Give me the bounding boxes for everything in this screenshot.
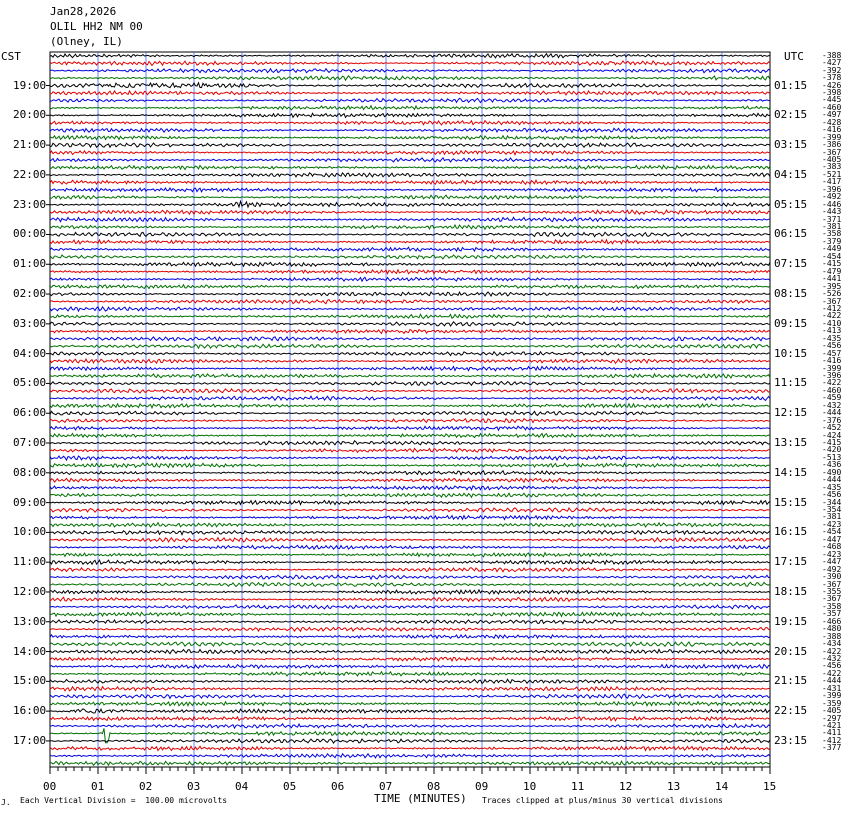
trace-row [50, 113, 770, 117]
right-hour-label: 08:15 [774, 287, 808, 301]
trace-row [50, 724, 770, 728]
trace-offset-label: -447 [822, 534, 842, 544]
trace-offset-label: -396 [822, 184, 842, 194]
trace-offset-label: -381 [822, 222, 842, 232]
trace-offset-label: -431 [822, 683, 842, 693]
trace-offset-label: -490 [822, 467, 842, 477]
left-hour-label: 17:00 [13, 733, 47, 747]
trace-row [50, 649, 770, 653]
trace-offset-label: -435 [822, 333, 842, 343]
trace-row [50, 277, 770, 281]
left-hour-label: 21:00 [13, 138, 47, 152]
trace-offset-label: -415 [822, 259, 842, 269]
trace-offset-label: -367 [822, 594, 842, 604]
left-hour-label: 20:00 [13, 108, 47, 122]
trace-row [50, 508, 770, 512]
trace-offset-label: -420 [822, 445, 842, 455]
left-hour-label: 05:00 [13, 376, 47, 390]
trace-row [50, 501, 770, 505]
trace-offset-label: -513 [822, 452, 842, 462]
trace-offset-label: -416 [822, 356, 842, 366]
x-tick-label: 12 [619, 780, 633, 793]
trace-row [50, 597, 770, 601]
trace-row [50, 709, 770, 713]
left-hour-label: 04:00 [13, 346, 47, 360]
trace-row [50, 523, 770, 527]
trace-offset-label: -426 [822, 80, 842, 90]
right-hour-label: 19:15 [774, 614, 808, 628]
trace-row [50, 419, 770, 423]
trace-row [50, 255, 770, 259]
trace-offset-label: -457 [822, 348, 842, 358]
right-hour-label: 18:15 [774, 584, 808, 598]
trace-offset-label: -371 [822, 214, 842, 224]
trace-row [50, 359, 770, 363]
trace-row [50, 151, 770, 155]
trace-row [50, 61, 770, 65]
x-tick-label: 04 [235, 780, 249, 793]
trace-row [50, 612, 770, 616]
right-hour-label: 20:15 [774, 644, 808, 658]
trace-offset-label: -428 [822, 117, 842, 127]
trace-row [50, 232, 770, 236]
date-label: Jan28,2026 [50, 5, 117, 18]
trace-offset-label: -416 [822, 125, 842, 135]
trace-offset-label: -390 [822, 572, 842, 582]
trace-row [50, 657, 770, 661]
trace-row [50, 426, 770, 430]
trace-row [50, 493, 770, 497]
trace-offset-label: -492 [822, 564, 842, 574]
trace-row [50, 448, 770, 452]
trace-offset-label: -526 [822, 289, 842, 299]
trace-offset-label: -405 [822, 706, 842, 716]
trace-offset-label: -398 [822, 87, 842, 97]
right-hour-label: 17:15 [774, 555, 808, 569]
trace-row [50, 307, 770, 311]
location-label: (Olney, IL) [50, 35, 123, 48]
trace-offset-label: -422 [822, 378, 842, 388]
trace-row [50, 761, 770, 765]
trace-row [50, 98, 770, 102]
trace-offset-label: -381 [822, 512, 842, 522]
trace-offset-label: -466 [822, 616, 842, 626]
trace-row [50, 635, 770, 639]
x-tick-label: 07 [379, 780, 393, 793]
trace-offset-label: -427 [822, 58, 842, 68]
trace-row [50, 389, 770, 393]
trace-offset-label: -413 [822, 326, 842, 336]
trace-row [50, 54, 770, 58]
trace-row [50, 121, 770, 125]
left-hour-label: 08:00 [13, 465, 47, 479]
trace-offset-label: -355 [822, 586, 842, 596]
trace-offset-label: -417 [822, 177, 842, 187]
right-hour-label: 10:15 [774, 346, 808, 360]
trace-offset-label: -479 [822, 266, 842, 276]
trace-offset-label: -357 [822, 609, 842, 619]
trace-offset-label: -497 [822, 110, 842, 120]
trace-row [50, 143, 770, 147]
trace-offset-label: -344 [822, 497, 842, 507]
trace-offset-label: -468 [822, 542, 842, 552]
right-hour-label: 16:15 [774, 525, 808, 539]
trace-offset-label: -432 [822, 654, 842, 663]
trace-offset-label: -358 [822, 229, 842, 239]
trace-offset-label: -454 [822, 527, 842, 537]
x-tick-label: 01 [91, 780, 105, 793]
trace-row [50, 136, 770, 140]
left-hour-label: 12:00 [13, 584, 47, 598]
trace-row [50, 106, 770, 110]
trace-row [50, 582, 770, 586]
left-hour-label: 16:00 [13, 704, 47, 718]
right-hour-label: 12:15 [774, 406, 808, 420]
left-hour-label: 01:00 [13, 257, 47, 271]
x-tick-label: 13 [667, 780, 681, 793]
trace-row [50, 382, 770, 386]
right-hour-label: 04:15 [774, 167, 808, 181]
trace-row [50, 396, 770, 400]
trace-row [50, 471, 770, 475]
x-tick-label: 09 [475, 780, 489, 793]
trace-row [50, 225, 770, 229]
left-hour-label: 19:00 [13, 78, 47, 92]
trace-offset-label: -412 [822, 735, 842, 745]
trace-offset-label: -388 [822, 631, 842, 641]
left-hour-label: 02:00 [13, 287, 47, 301]
trace-offset-label: -443 [822, 207, 842, 217]
trace-offset-label: -480 [822, 624, 842, 634]
trace-row [50, 717, 770, 721]
trace-row [50, 620, 770, 624]
trace-offset-label: -423 [822, 549, 842, 559]
left-hour-label: 00:00 [13, 227, 47, 241]
left-hour-label: 07:00 [13, 436, 47, 450]
trace-offset-label: -492 [822, 192, 842, 202]
trace-row [50, 679, 770, 683]
right-hour-label: 22:15 [774, 704, 808, 718]
left-hour-label: 15:00 [13, 674, 47, 688]
right-hour-label: 01:15 [774, 78, 808, 92]
trace-row [50, 188, 770, 192]
left-hour-label: 03:00 [13, 316, 47, 330]
right-hour-label: 23:15 [774, 733, 808, 747]
trace-row [50, 128, 770, 132]
scale-note: Each Vertical Division = 100.00 microvolts [20, 796, 228, 805]
trace-offset-label: -444 [822, 676, 842, 686]
trace-offset-label: -392 [822, 65, 842, 75]
trace-offset-label: -444 [822, 408, 842, 418]
x-tick-label: 10 [523, 780, 537, 793]
trace-offset-label: -460 [822, 385, 842, 395]
right-hour-label: 03:15 [774, 138, 808, 152]
trace-offset-label: -454 [822, 251, 842, 261]
trace-row [50, 91, 770, 95]
right-zone-label: UTC [784, 50, 804, 63]
trace-row [50, 83, 770, 88]
trace-offset-label: -422 [822, 646, 842, 656]
trace-offset-label: -412 [822, 303, 842, 313]
right-hour-label: 05:15 [774, 197, 808, 211]
left-zone-label: CST [1, 50, 21, 63]
trace-row [50, 664, 770, 668]
trace-offset-label: -411 [822, 728, 842, 738]
trace-offset-label: -383 [822, 162, 842, 172]
trace-offset-label: -405 [822, 154, 842, 164]
trace-offset-label: -435 [822, 482, 842, 492]
trace-offset-label: -447 [822, 557, 842, 567]
trace-row [50, 322, 770, 326]
trace-row [50, 367, 770, 371]
trace-row [50, 702, 770, 706]
left-hour-label: 14:00 [13, 644, 47, 658]
trace-row [50, 217, 770, 221]
trace-row [50, 210, 770, 214]
trace-row [50, 337, 770, 341]
station-label: OLIL HH2 NM 00 [50, 20, 143, 33]
trace-row [50, 344, 770, 348]
right-hour-label: 07:15 [774, 257, 808, 271]
trace-offset-label: -444 [822, 475, 842, 485]
left-hour-label: 13:00 [13, 614, 47, 628]
trace-row [50, 352, 770, 356]
trace-row [50, 69, 770, 73]
trace-row [50, 300, 770, 304]
trace-row [50, 605, 770, 609]
trace-row [50, 441, 770, 445]
right-hour-label: 15:15 [774, 495, 808, 509]
trace-offset-label: -358 [822, 601, 842, 611]
left-hour-label: 11:00 [13, 555, 47, 569]
trace-offset-label: -432 [822, 400, 842, 410]
trace-row [50, 173, 770, 177]
trace-offset-label: -459 [822, 393, 842, 403]
trace-offset-label: -399 [822, 363, 842, 373]
left-hour-label: 23:00 [13, 197, 47, 211]
trace-offset-label: -449 [822, 244, 842, 254]
trace-offset-label: -423 [822, 519, 842, 529]
right-hour-label: 11:15 [774, 376, 808, 390]
trace-offset-label: -367 [822, 296, 842, 306]
trace-offset-label: -367 [822, 579, 842, 589]
x-tick-label: 15 [763, 780, 777, 793]
clip-note: Traces clipped at plus/minus 30 vertical divisions [482, 796, 723, 805]
trace-row [50, 330, 770, 334]
trace-row [50, 180, 770, 184]
trace-row [50, 545, 770, 549]
trace-row [50, 374, 770, 378]
trace-offset-label: -456 [822, 661, 842, 671]
left-hour-label: 09:00 [13, 495, 47, 509]
trace-offset-label: -399 [822, 132, 842, 142]
trace-offset-label: -521 [822, 169, 842, 179]
trace-row [50, 568, 770, 572]
trace-offset-label: -377 [822, 743, 842, 753]
trace-row [50, 285, 770, 289]
trace-offset-label: -446 [822, 199, 842, 209]
trace-offset-label: -424 [822, 430, 842, 440]
trace-row [50, 642, 770, 646]
trace-row [50, 538, 770, 542]
trace-offset-label: -354 [822, 505, 842, 515]
right-hour-label: 09:15 [774, 316, 808, 330]
trace-row [50, 158, 770, 162]
trace-row [50, 195, 770, 199]
x-tick-label: 05 [283, 780, 297, 793]
trace-offset-label: -456 [822, 341, 842, 351]
right-hour-label: 06:15 [774, 227, 808, 241]
x-tick-label: 06 [331, 780, 345, 793]
x-tick-label: 11 [571, 780, 585, 793]
trace-row [50, 262, 770, 266]
trace-offset-label: -376 [822, 415, 842, 425]
right-hour-label: 14:15 [774, 465, 808, 479]
trace-row [50, 575, 770, 579]
trace-row [50, 411, 770, 415]
x-tick-label: 14 [715, 780, 729, 793]
right-hour-label: 02:15 [774, 108, 808, 122]
trace-offset-label: -434 [822, 639, 842, 649]
trace-offset-label: -441 [822, 274, 842, 284]
trace-row [50, 456, 770, 460]
x-tick-label: 02 [139, 780, 153, 793]
trace-row [50, 694, 770, 698]
right-hour-label: 13:15 [774, 436, 808, 450]
trace-row [50, 739, 770, 743]
x-tick-label: 00 [43, 780, 57, 793]
trace-row [50, 247, 770, 251]
trace-row [50, 270, 770, 274]
trace-row [50, 434, 770, 438]
trace-offset-label: -379 [822, 236, 842, 246]
trace-row [50, 463, 770, 467]
trace-offset-label: -395 [822, 281, 842, 291]
trace-row [50, 754, 770, 758]
trace-row [50, 553, 770, 557]
trace-row [50, 687, 770, 691]
trace-offset-label: -445 [822, 95, 842, 105]
footer-left-mark: J. [1, 798, 11, 807]
trace-offset-label: -452 [822, 423, 842, 433]
x-tick-label: 03 [187, 780, 201, 793]
trace-offset-label: -415 [822, 438, 842, 448]
trace-row [50, 560, 770, 564]
trace-row [50, 486, 770, 490]
trace-row [50, 76, 770, 80]
trace-offset-label: -396 [822, 370, 842, 380]
x-tick-label: 08 [427, 780, 441, 793]
trace-offset-label: -378 [822, 73, 842, 83]
trace-row [50, 590, 770, 594]
trace-row [50, 478, 770, 482]
trace-offset-label: -388 [822, 50, 842, 60]
trace-row [50, 165, 770, 169]
trace-offset-label: -367 [822, 147, 842, 157]
trace-offset-label: -460 [822, 102, 842, 112]
trace-row [50, 627, 770, 631]
trace-row [50, 201, 770, 207]
right-hour-label: 21:15 [774, 674, 808, 688]
trace-offset-label: -436 [822, 460, 842, 470]
left-hour-label: 10:00 [13, 525, 47, 539]
left-hour-label: 06:00 [13, 406, 47, 420]
trace-row [50, 314, 770, 318]
trace-offset-label: -410 [822, 318, 842, 328]
trace-offset-label: -399 [822, 691, 842, 701]
trace-offset-label: -386 [822, 140, 842, 150]
trace-row [50, 516, 770, 520]
trace-offset-label: -422 [822, 668, 842, 678]
trace-offset-label: -421 [822, 721, 842, 731]
x-axis-title: TIME (MINUTES) [374, 792, 467, 805]
trace-row [50, 404, 770, 408]
trace-row [50, 746, 770, 750]
trace-offset-label: -359 [822, 698, 842, 708]
trace-row [50, 672, 770, 676]
trace-row [50, 292, 770, 296]
trace-offset-label: -422 [822, 311, 842, 321]
left-hour-label: 22:00 [13, 167, 47, 181]
trace-offset-label: -297 [822, 713, 842, 723]
trace-offset-label: -456 [822, 490, 842, 500]
trace-row [50, 240, 770, 244]
trace-row [50, 531, 770, 535]
